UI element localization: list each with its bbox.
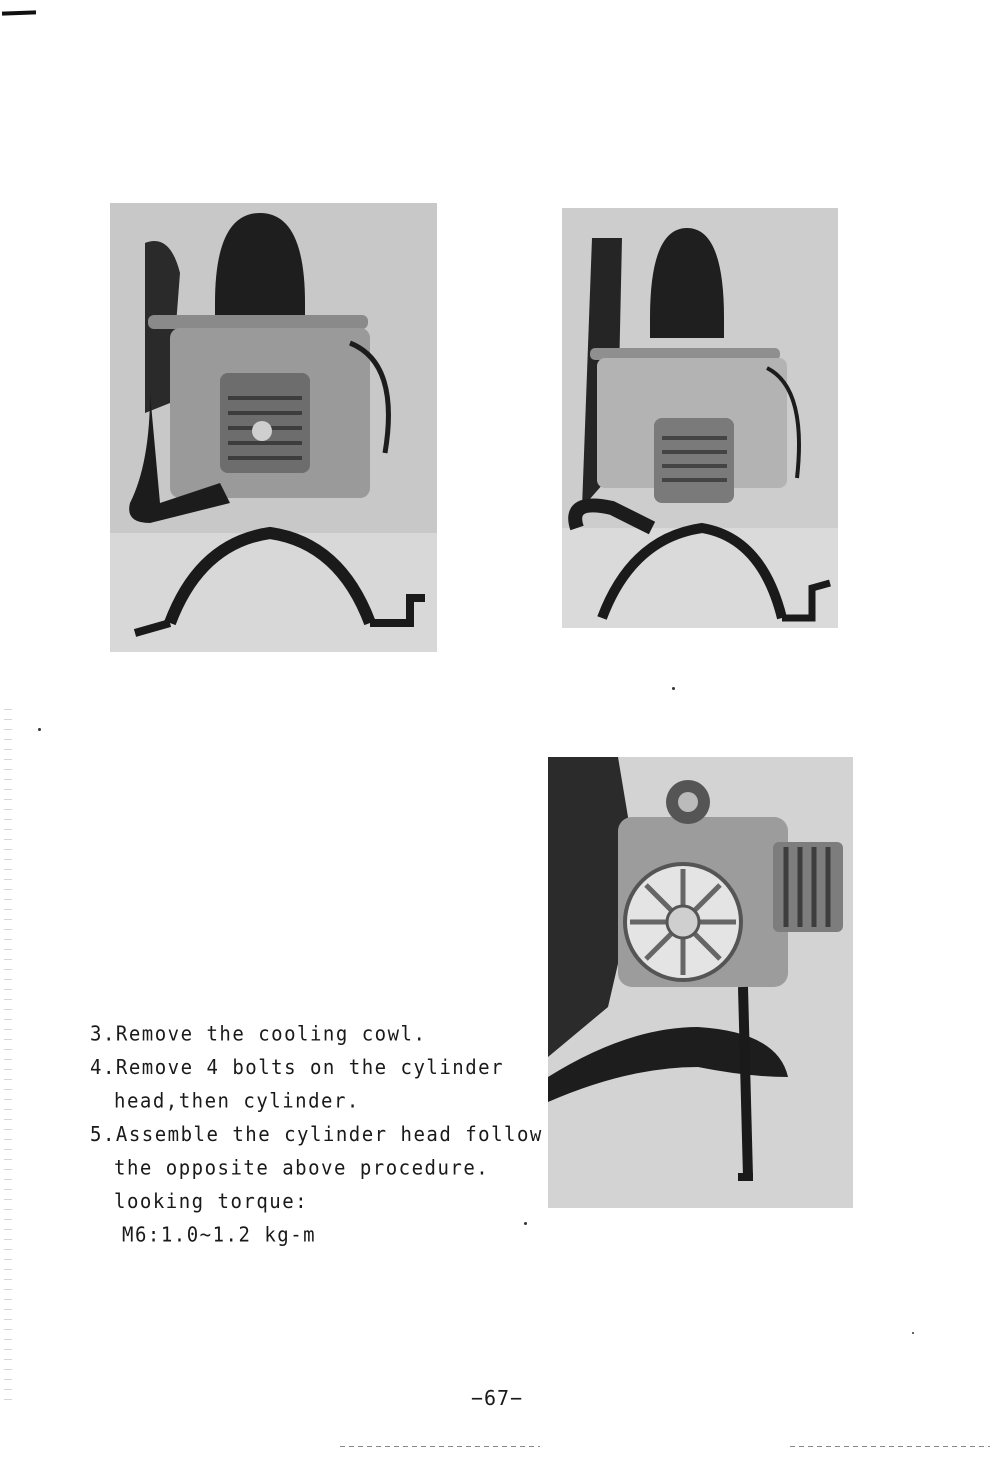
step-5-line-2: the opposite above procedure. (114, 1156, 490, 1180)
step-3: 3.Remove the cooling cowl. (90, 1022, 427, 1047)
engine-front-view-cylinder-photo (562, 208, 838, 628)
scan-speck (912, 1332, 914, 1334)
torque-value: M6:1.0~1.2 kg-m (122, 1223, 317, 1247)
scan-bottom-rule (790, 1446, 990, 1447)
scan-edge-noise (4, 700, 12, 1400)
scan-speck (524, 1222, 527, 1225)
engine-side-fan-photo (548, 757, 853, 1208)
scan-speck (672, 687, 675, 690)
torque-label: looking torque: (114, 1189, 309, 1214)
engine-fan-illustration (548, 757, 853, 1208)
scan-bottom-rule (340, 1446, 540, 1447)
engine-front-view-photo (110, 203, 437, 652)
engine-cylinder-illustration (562, 208, 838, 628)
procedure-text (90, 1018, 543, 1252)
scan-speck (38, 728, 41, 731)
step-5-line-1: 5.Assemble the cylinder head follow (90, 1122, 543, 1147)
scan-corner-mark (2, 10, 36, 15)
page-number: −67− (470, 1386, 524, 1410)
engine-front-view-illustration (110, 203, 437, 652)
step-4-line-2: head,then cylinder. (114, 1089, 360, 1114)
step-4-line-1: 4.Remove 4 bolts on the cylinder (90, 1055, 505, 1080)
